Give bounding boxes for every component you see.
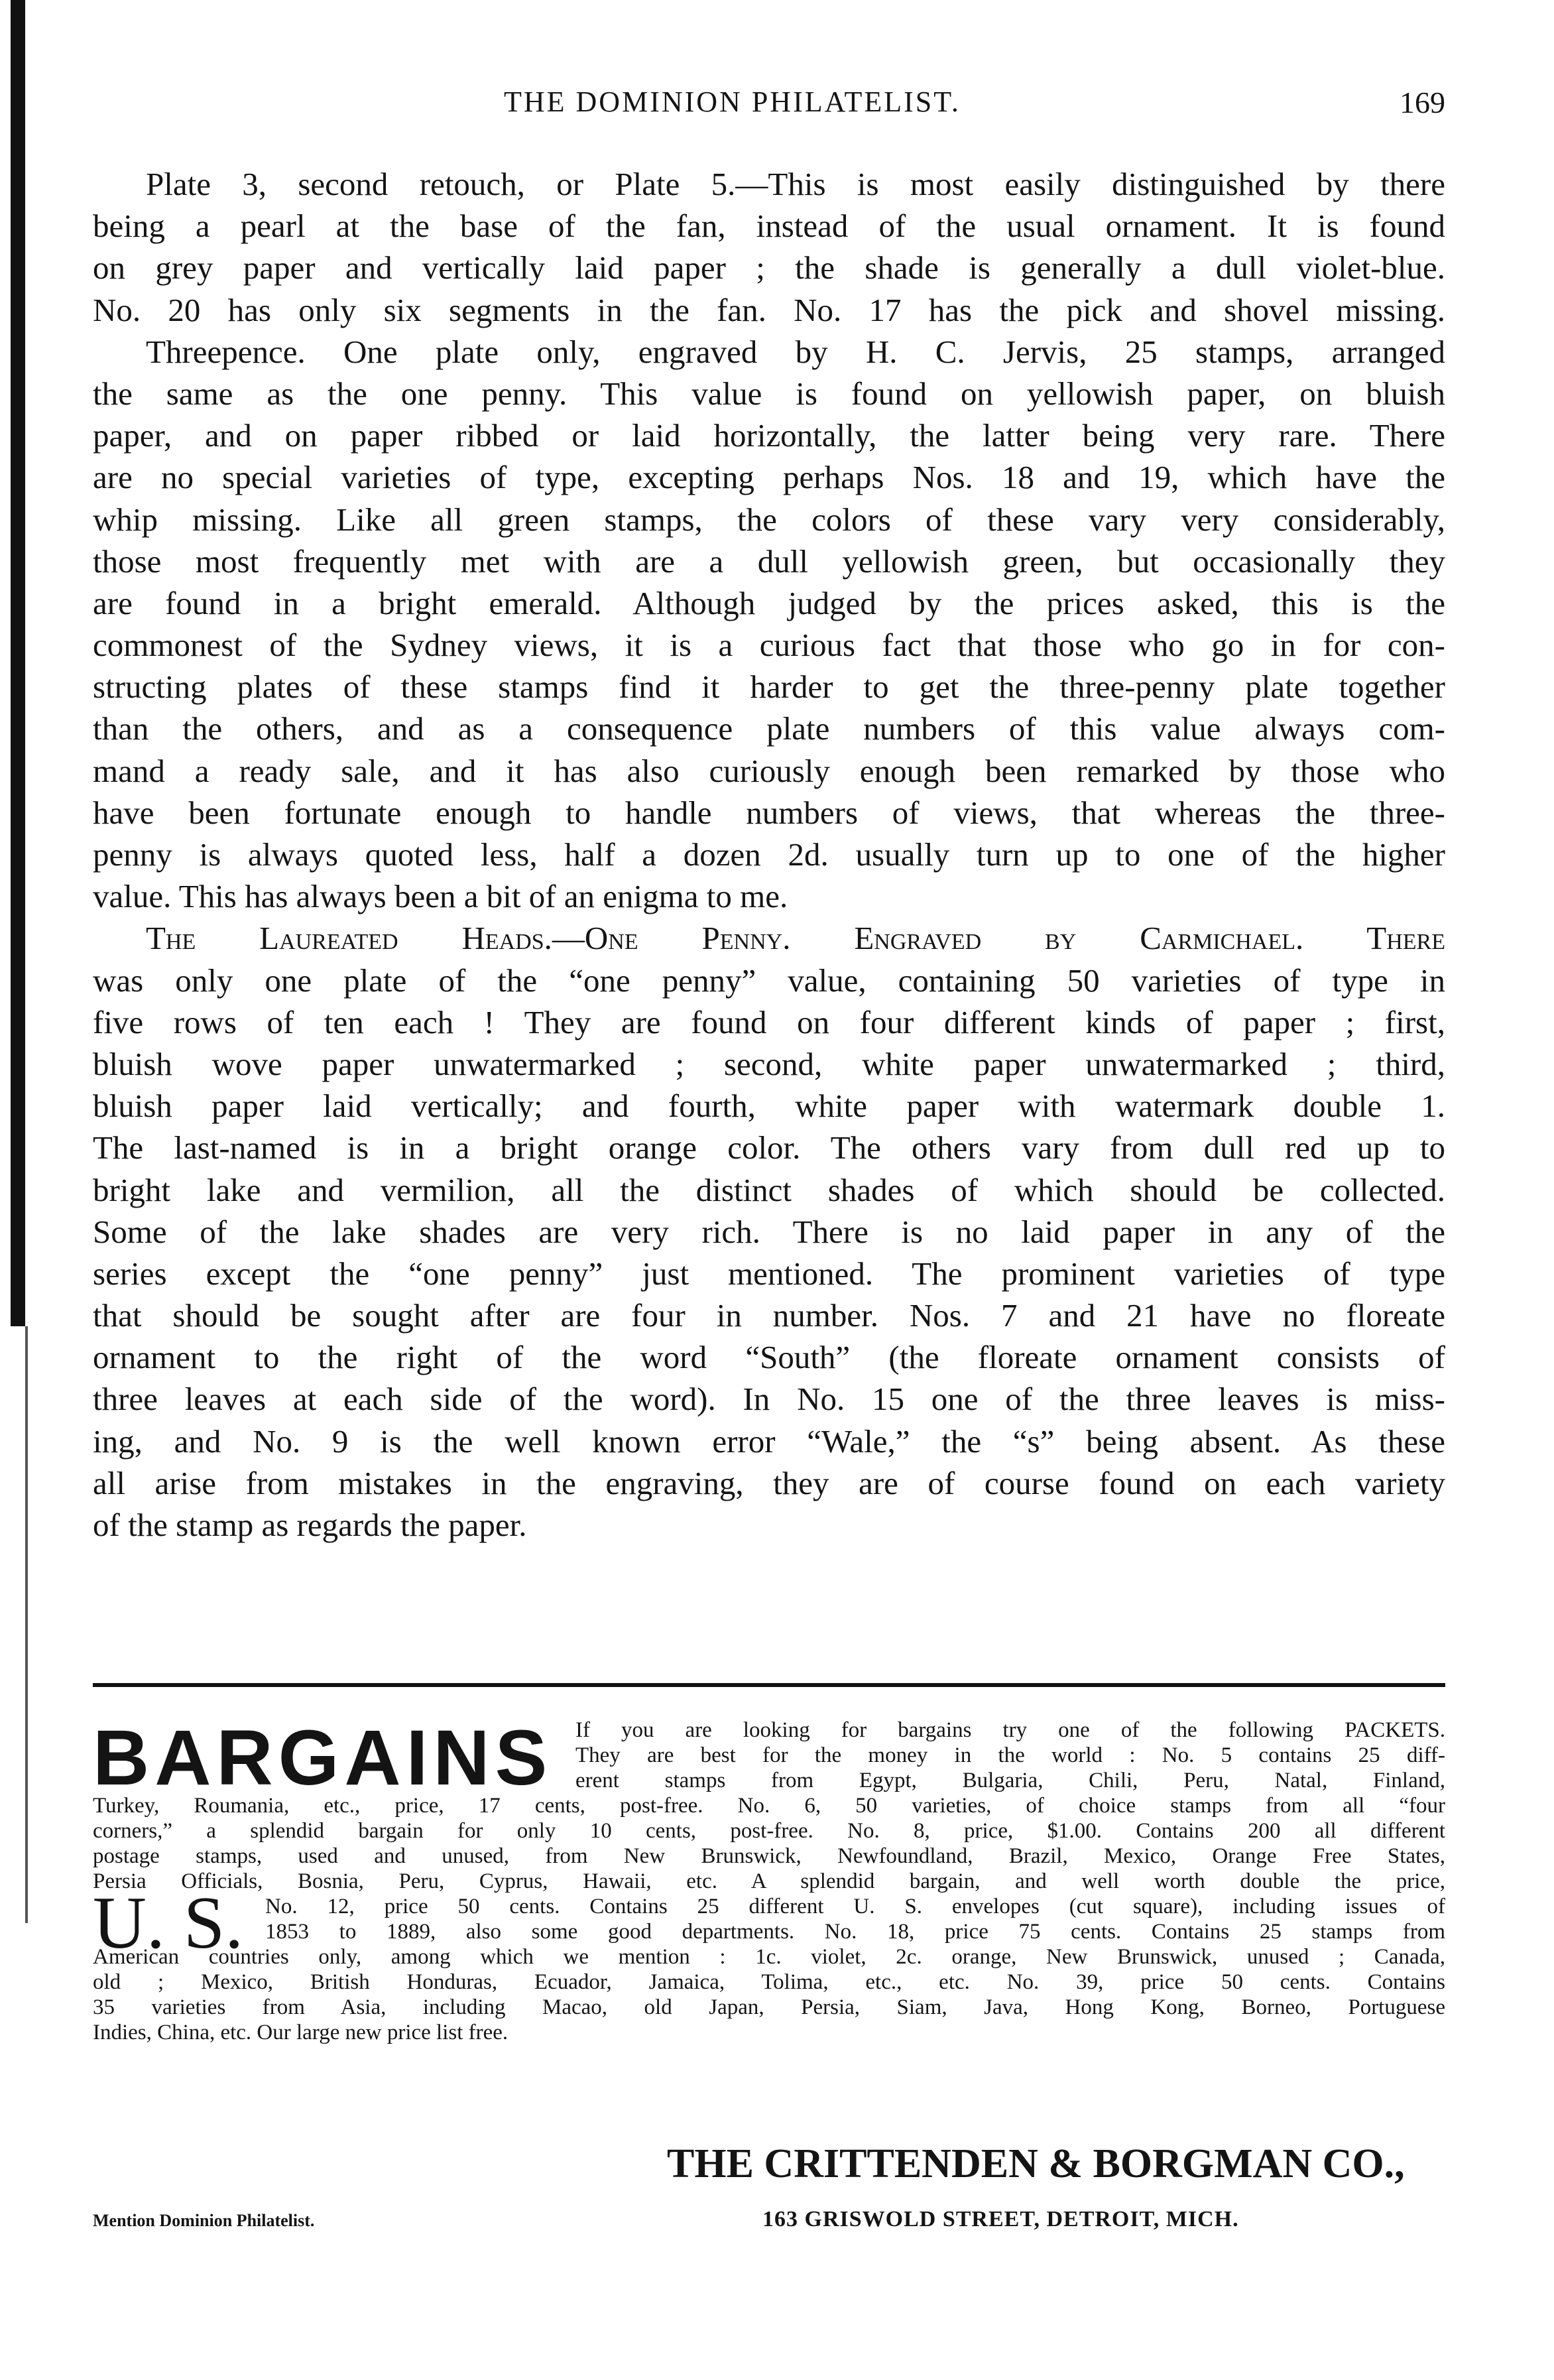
- article-line: the same as the one penny. This value is found on yellowish paper, on bluish: [93, 375, 1445, 412]
- article-line: than the others, and as a consequence plate numbers of this value always com-: [93, 710, 1445, 747]
- running-title: THE DOMINION PHILATELIST.: [504, 86, 961, 118]
- article-line: Some of the lake shades are very rich. There is no laid paper in any of the: [93, 1213, 1445, 1250]
- article-line: ornament to the right of the word “South” (the floreate ornament consists of: [93, 1339, 1445, 1376]
- article-line: Threepence. One plate only, engraved by H. C. Jervis, 25 stamps, arranged: [146, 333, 1445, 370]
- scan-edge-shadow: [11, 0, 25, 1326]
- company-address: 163 GRISWOLD STREET, DETROIT, MICH.: [762, 2207, 1239, 2231]
- article-line: paper, and on paper ribbed or laid horizontally, the latter being very rare. There: [93, 417, 1445, 454]
- article-line: are no special varieties of type, excepting perhaps Nos. 18 and 19, which have the: [93, 459, 1445, 496]
- article-line: ing, and No. 9 is the well known error “Wale,” the “s” being absent. As these: [93, 1422, 1445, 1460]
- ad-line: American countries only, among which we mention : 1c. violet, 2c. orange, New Brunswick, unused ; Canada,: [93, 1945, 1445, 1969]
- ad-line: postage stamps, used and unused, from New Brunswick, Newfoundland, Brazil, Mexico, Orange Free States,: [93, 1844, 1445, 1868]
- ad-line: corners,” a splendid bargain for only 10 cents, post-free. No. 8, price, $1.00. Contains 200 all different: [93, 1819, 1445, 1843]
- ad-line: erent stamps from Egypt, Bulgaria, Chili, Peru, Natal, Finland,: [575, 1769, 1445, 1792]
- article-line: structing plates of these stamps find it harder to get the three-penny plate together: [93, 668, 1445, 706]
- footer-mention: Mention Dominion Philatelist.: [93, 2211, 315, 2230]
- article-line-section-heading: The Laureated Heads.—One Penny. Engraved by Carmichael. There: [146, 920, 1445, 957]
- bargains-headline: BARGAINS: [93, 1714, 553, 1802]
- section-divider: [93, 1683, 1445, 1687]
- ad-line: Turkey, Roumania, etc., price, 17 cents, post-free. No. 6, 50 varieties, of choice stamps from all “four: [93, 1794, 1445, 1818]
- article-line: value. This has always been a bit of an enigma to me.: [93, 878, 788, 915]
- article-body: [93, 163, 1445, 1546]
- article-line: bright lake and vermilion, all the distinct shades of which should be collected.: [93, 1171, 1445, 1208]
- article-line: are found in a bright emerald. Although judged by the prices asked, this is the: [93, 584, 1445, 621]
- article-line: commonest of the Sydney views, it is a curious fact that those who go in for con-: [93, 627, 1445, 664]
- article-line: three leaves at each side of the word). In No. 15 one of the three leaves is miss-: [93, 1381, 1445, 1418]
- company-name: THE CRITTENDEN & BORGMAN CO.,: [667, 2141, 1405, 2186]
- running-header: [93, 85, 1445, 131]
- article-line: that should be sought after are four in number. Nos. 7 and 21 have no floreate: [93, 1297, 1445, 1334]
- article-line: bluish wove paper unwatermarked ; second, white paper unwatermarked ; third,: [93, 1045, 1445, 1082]
- ad-line: Persia Officials, Bosnia, Peru, Cyprus, Hawaii, etc. A splendid bargain, and well worth double the price,: [93, 1869, 1445, 1893]
- article-line: being a pearl at the base of the fan, instead of the usual ornament. It is found: [93, 208, 1445, 245]
- ad-line: 35 varieties from Asia, including Macao, old Japan, Persia, Siam, Java, Hong Kong, Borneo, Portuguese: [93, 1995, 1445, 2019]
- article-line: whip missing. Like all green stamps, the colors of these vary very considerably,: [93, 501, 1445, 538]
- article-line: was only one plate of the “one penny” value, containing 50 varieties of type in: [93, 962, 1445, 999]
- article-line: five rows of ten each ! They are found on four different kinds of paper ; first,: [93, 1003, 1445, 1040]
- article-line: penny is always quoted less, half a dozen 2d. usually turn up to one of the higher: [93, 836, 1445, 873]
- ad-line: No. 12, price 50 cents. Contains 25 different U. S. envelopes (cut square), including issues of: [265, 1895, 1445, 1918]
- article-line: of the stamp as regards the paper.: [93, 1507, 527, 1543]
- article-line: on grey paper and vertically laid paper ; the shade is generally a dull violet-blue.: [93, 249, 1445, 286]
- ad-line: If you are looking for bargains try one of the following PACKETS.: [575, 1718, 1445, 1742]
- article-line: have been fortunate enough to handle numbers of views, that whereas the three-: [93, 794, 1445, 831]
- article-line: Plate 3, second retouch, or Plate 5.—This is most easily distinguished by there: [146, 166, 1445, 202]
- ad-line: old ; Mexico, British Honduras, Ecuador, Jamaica, Tolima, etc., etc. No. 39, price 50 cents. Contains: [93, 1970, 1445, 1994]
- article-line: all arise from mistakes in the engraving, they are of course found on each variety: [93, 1464, 1445, 1501]
- article-line: The last-named is in a bright orange color. The others vary from dull red up to: [93, 1129, 1445, 1166]
- ad-line: 1853 to 1889, also some good departments. No. 18, price 75 cents. Contains 25 stamps from: [265, 1920, 1445, 1944]
- article-line: mand a ready sale, and it has also curiously enough been remarked by those who: [93, 752, 1445, 789]
- article-line: those most frequently met with are a dull yellowish green, but occasionally they: [93, 542, 1445, 580]
- us-mark: U. S.: [93, 1882, 244, 1964]
- scan-edge-line: [25, 1326, 28, 1923]
- ad-line: They are best for the money in the world : No. 5 contains 25 diff-: [575, 1743, 1445, 1767]
- article-line: bluish paper laid vertically; and fourth, white paper with watermark double 1.: [93, 1088, 1445, 1125]
- page-number: 169: [1400, 86, 1445, 119]
- article-line: No. 20 has only six segments in the fan. No. 17 has the pick and shovel missing.: [93, 291, 1445, 328]
- article-line: series except the “one penny” just mentioned. The prominent varieties of type: [93, 1255, 1445, 1292]
- ad-line: Indies, China, etc. Our large new price list free.: [93, 2021, 508, 2044]
